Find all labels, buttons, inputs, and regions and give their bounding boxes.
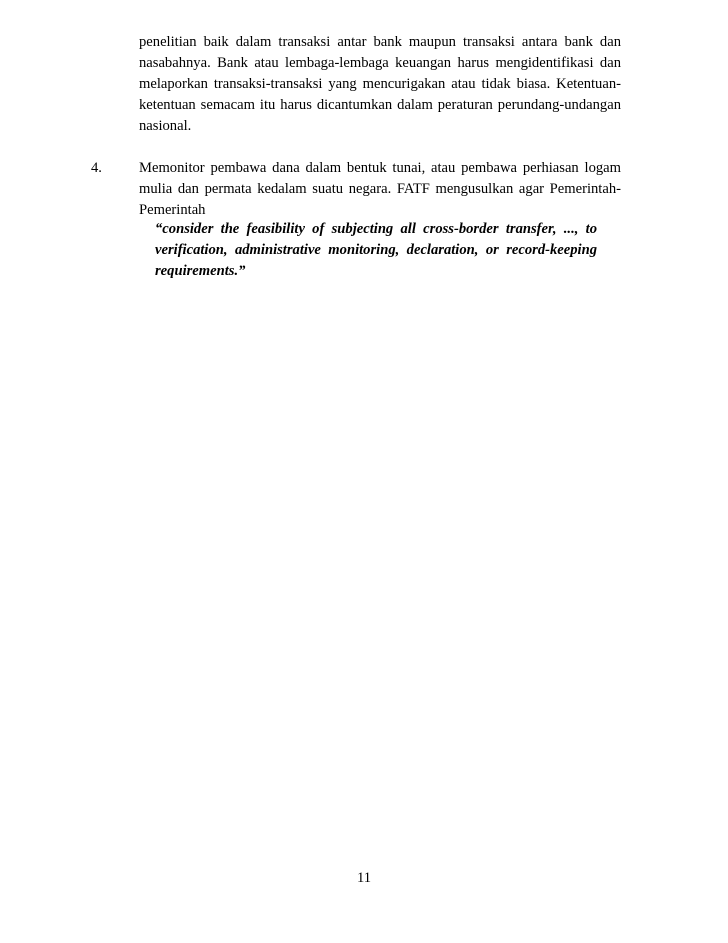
list-item-line: Pemerintah xyxy=(139,202,206,218)
quote-line: “consider the feasibility of subjecting all cross-border transfer, ..., to xyxy=(155,221,597,237)
list-number: 4. xyxy=(91,160,102,176)
page-number: 11 xyxy=(356,870,372,886)
paragraph-line: ketentuan semacam itu harus dicantumkan dalam peraturan perundang-undangan xyxy=(139,97,621,113)
paragraph-line: nasional. xyxy=(139,118,192,134)
quote-line: requirements.” xyxy=(155,263,246,279)
paragraph-line: penelitian baik dalam transaksi antar bank maupun transaksi antara bank dan xyxy=(139,34,621,50)
list-item-line: mulia dan permata kedalam suatu negara. FATF mengusulkan agar Pemerintah- xyxy=(139,181,621,197)
paragraph-line: nasabahnya. Bank atau lembaga-lembaga keuangan harus mengidentifikasi dan xyxy=(139,55,621,71)
quote-line: verification, administrative monitoring, declaration, or record-keeping xyxy=(155,242,597,258)
paragraph-line: melaporkan transaksi-transaksi yang mencurigakan atau tidak biasa. Ketentuan- xyxy=(139,76,621,92)
list-item-line: Memonitor pembawa dana dalam bentuk tunai, atau pembawa perhiasan logam xyxy=(139,160,621,176)
